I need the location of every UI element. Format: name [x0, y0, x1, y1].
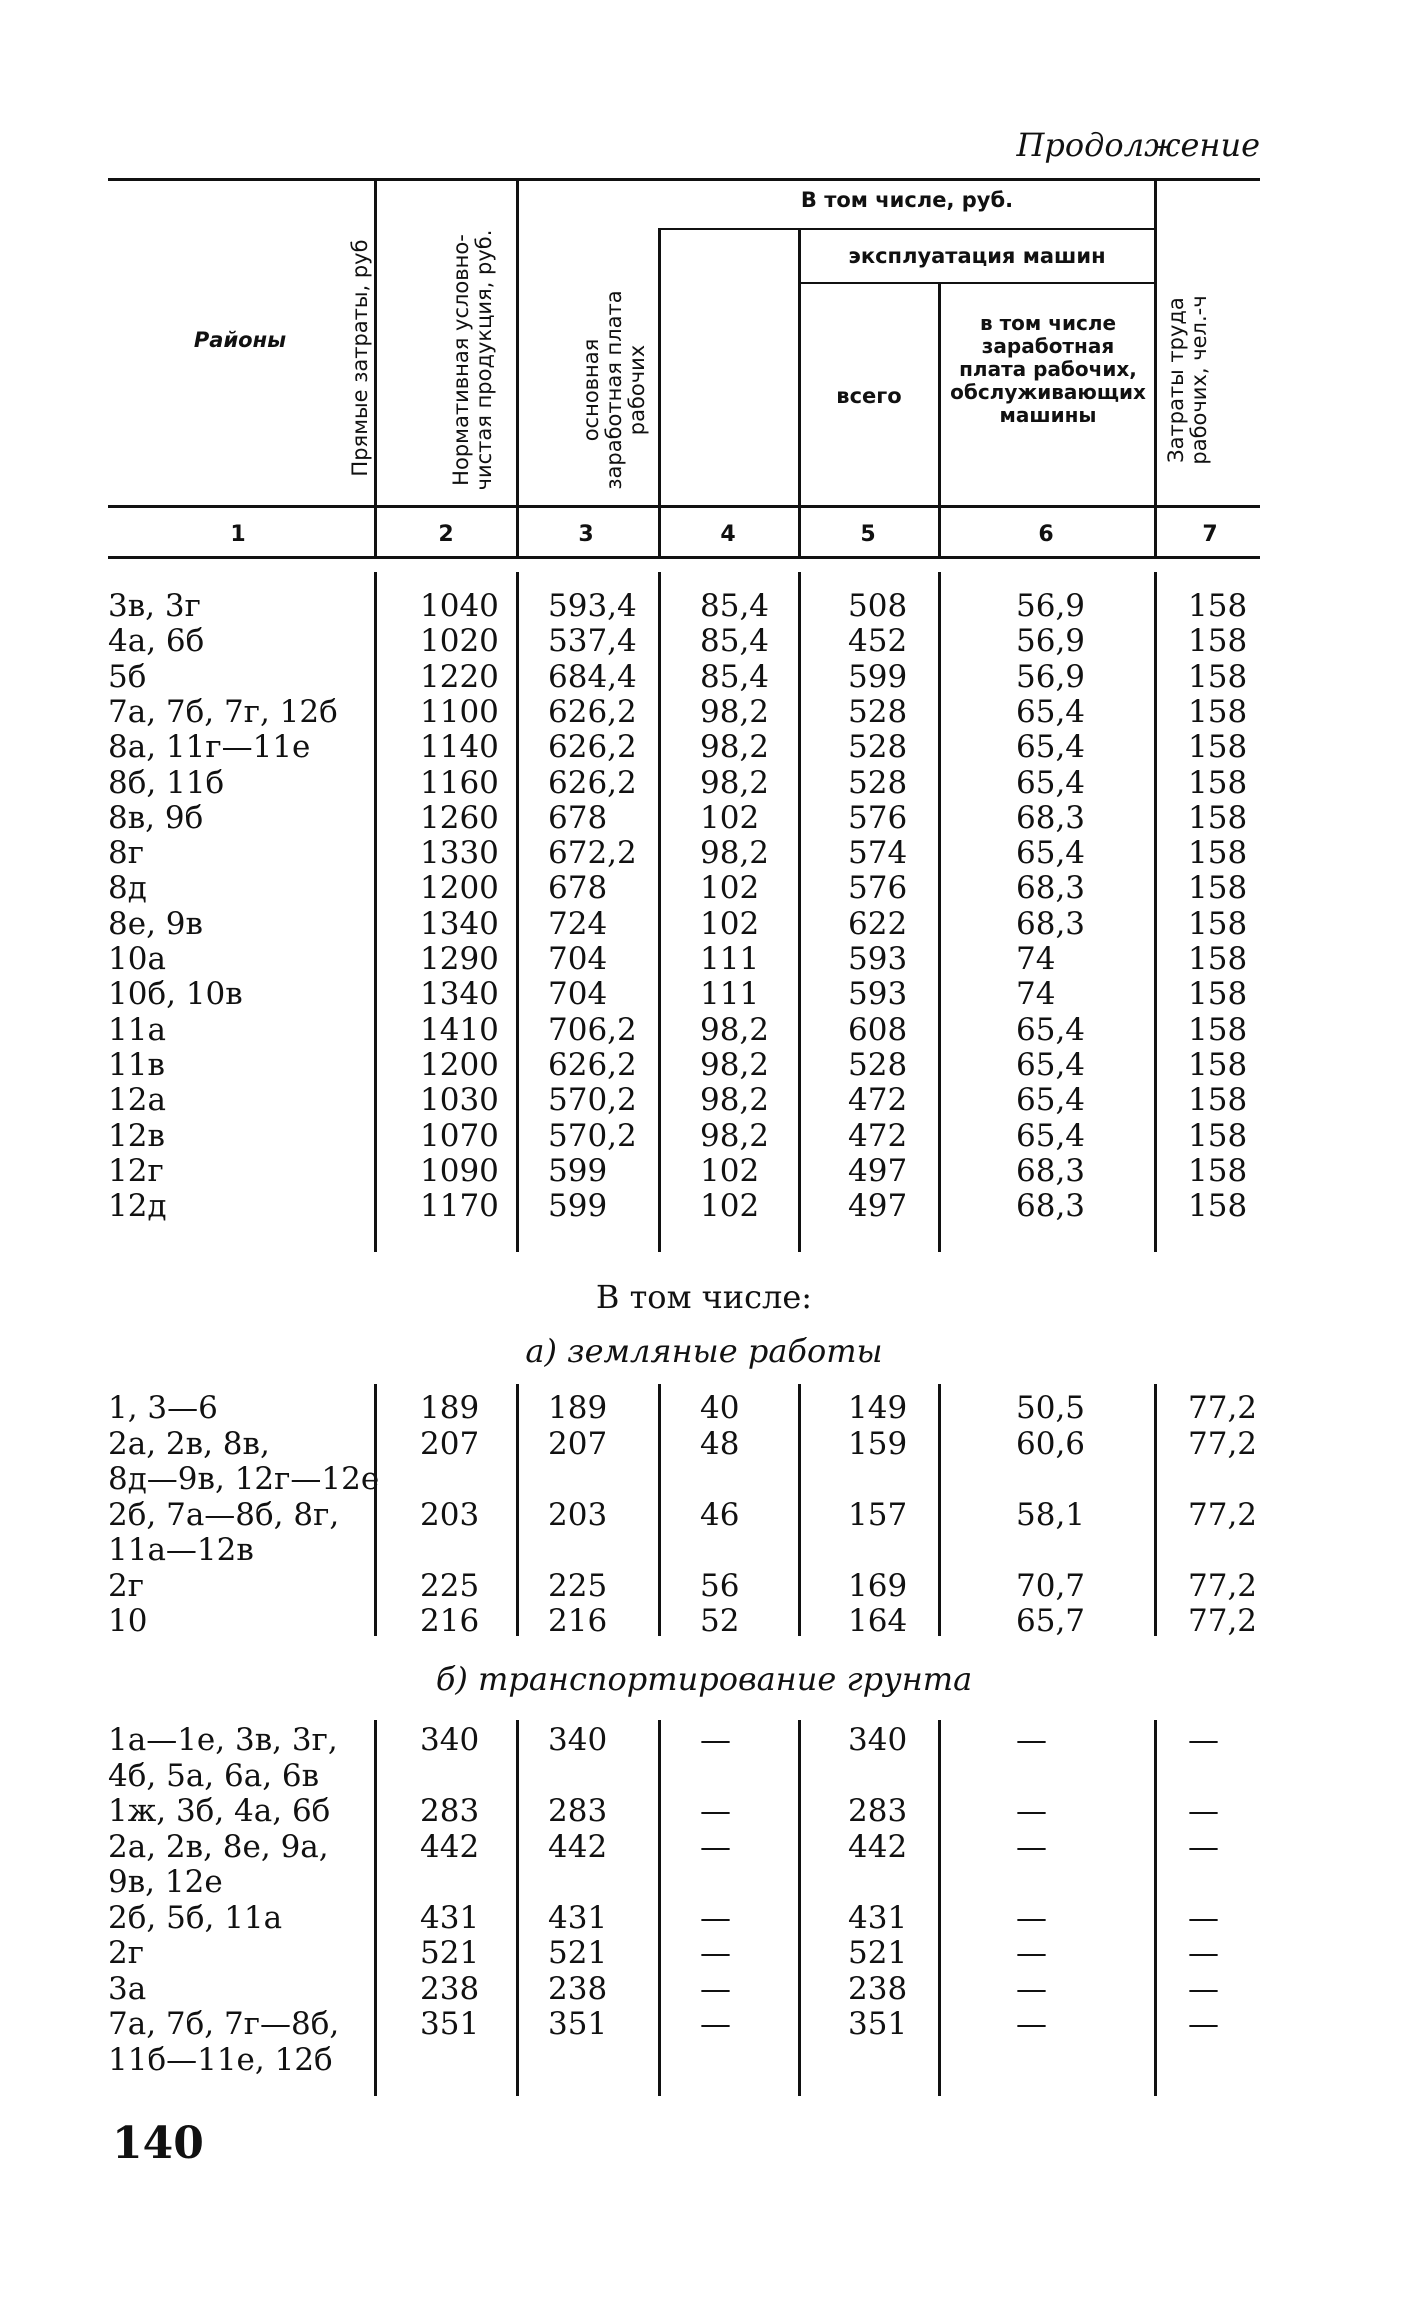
table-cell: 189 [420, 1390, 480, 1426]
row-district: 12г [108, 1152, 164, 1189]
row-district: 10б, 10в [108, 976, 243, 1013]
table-cell: 1200 [420, 870, 499, 907]
colnum-4: 4 [720, 522, 736, 547]
row-district: 8е, 9в [108, 905, 203, 942]
colnum-6: 6 [1038, 522, 1054, 547]
table-cell: 724 [548, 905, 608, 942]
table-cell: 351 [848, 2006, 908, 2042]
table-cell: 472 [848, 1082, 908, 1119]
table-cell: — [1188, 2006, 1219, 2042]
table-cell: 70,7 [1016, 1567, 1086, 1604]
table-cell: — [1188, 1722, 1219, 1758]
table-cell: 77,2 [1188, 1425, 1258, 1462]
table-row [108, 1047, 1258, 1082]
table-cell: 508 [848, 588, 908, 624]
header-col6: в том числе заработная плата рабочих, обслуживающих машины [950, 311, 1146, 427]
table-cell: 1030 [420, 1082, 499, 1119]
table-row [108, 1153, 1258, 1188]
row-district: 11в [108, 1046, 165, 1083]
table-cell: 48 [700, 1425, 740, 1462]
table-cell: 1260 [420, 799, 499, 836]
table-cell: 431 [548, 1899, 608, 1936]
table-cell: 149 [848, 1390, 908, 1426]
table-cell: 102 [700, 1188, 760, 1225]
table-cell: 528 [848, 693, 908, 730]
table-cell: 158 [1188, 835, 1248, 872]
table-cell: 56,9 [1016, 658, 1086, 695]
row-district: 11а—12в [108, 1532, 254, 1568]
table-cell: — [700, 1722, 731, 1758]
table-cell: 56 [700, 1567, 740, 1604]
group-main-rule [660, 228, 1154, 230]
table-cell: 626,2 [548, 729, 637, 766]
table-row [108, 1390, 1258, 1425]
table-cell: 216 [548, 1603, 608, 1639]
section-a-title: а) земляные работы [525, 1332, 883, 1370]
table-cell: 158 [1188, 588, 1248, 624]
row-district: 8д—9в, 12г—12е [108, 1461, 380, 1497]
header-bottom-rule [108, 505, 1260, 508]
row-district: 7а, 7б, 7г—8б, [108, 2006, 340, 2042]
table-cell: 158 [1188, 693, 1248, 730]
table-cell: 77,2 [1188, 1567, 1258, 1604]
row-district: 10а [108, 941, 166, 977]
table-cell: 1140 [420, 729, 499, 766]
row-district: 8г [108, 835, 144, 872]
table-cell: 65,4 [1016, 729, 1086, 766]
row-district: 9в, 12е [108, 1864, 223, 1900]
row-district: 1ж, 3б, 4а, 6б [108, 1793, 331, 1829]
table-cell: 442 [420, 1828, 480, 1865]
table-cell: 52 [700, 1603, 740, 1639]
table-row [108, 1971, 1258, 2006]
table-row [108, 1461, 1258, 1496]
table-cell: 216 [420, 1603, 480, 1639]
table-row [108, 870, 1258, 905]
table-cell: 1410 [420, 1011, 499, 1048]
table-row [108, 2042, 1258, 2077]
row-district: 8д [108, 870, 147, 907]
table-cell: — [1016, 1935, 1047, 1971]
table-cell: 46 [700, 1496, 740, 1533]
table-row [108, 659, 1258, 694]
table-cell: 497 [848, 1152, 908, 1189]
table-cell: 158 [1188, 1046, 1248, 1083]
row-district: 11б—11е, 12б [108, 2041, 333, 2078]
table-row [108, 1497, 1258, 1532]
table-cell: 65,4 [1016, 1046, 1086, 1083]
header-col7: Затраты труда рабочих, чел.-ч [1164, 295, 1212, 465]
table-cell: 158 [1188, 623, 1248, 660]
table-row [108, 1082, 1258, 1117]
table-cell: 40 [700, 1390, 740, 1426]
table-cell: 98,2 [700, 693, 770, 730]
table-cell: 704 [548, 976, 608, 1013]
table-cell: 98,2 [700, 1082, 770, 1119]
table-cell: 1170 [420, 1188, 499, 1225]
table-cell: 521 [848, 1935, 908, 1971]
table-cell: 158 [1188, 658, 1248, 695]
header-vline-5 [938, 282, 941, 556]
table-cell: 158 [1188, 1082, 1248, 1119]
table-cell: 74 [1016, 976, 1056, 1013]
table-cell: — [700, 1793, 731, 1829]
table-cell: 576 [848, 870, 908, 907]
row-district: 12д [108, 1188, 167, 1225]
row-district: 2б, 7а—8б, 8г, [108, 1496, 340, 1533]
table-row [108, 1722, 1258, 1757]
table-cell: 58,1 [1016, 1496, 1086, 1533]
header-col4: основная заработная плата рабочих [579, 290, 650, 490]
colnum-5: 5 [860, 522, 876, 547]
table-row [108, 1829, 1258, 1864]
row-district: 8б, 11б [108, 764, 225, 801]
row-district: 4а, 6б [108, 623, 205, 660]
table-cell: 431 [848, 1899, 908, 1936]
table-row [108, 623, 1258, 658]
table-cell: — [1188, 1935, 1219, 1971]
table-cell: 77,2 [1188, 1390, 1258, 1426]
table-cell: 570,2 [548, 1082, 637, 1119]
table-cell: — [700, 1970, 731, 2007]
page-number: 140 [112, 2118, 204, 2169]
table-cell: 704 [548, 941, 608, 977]
table-cell: 706,2 [548, 1011, 637, 1048]
table-cell: 283 [548, 1793, 608, 1829]
row-district: 12в [108, 1117, 165, 1154]
table-row [108, 1012, 1258, 1047]
table-cell: 98,2 [700, 1011, 770, 1048]
table-cell: 593 [848, 941, 908, 977]
table-cell: 1340 [420, 976, 499, 1013]
table-cell: 521 [548, 1935, 608, 1971]
table-cell: 521 [420, 1935, 480, 1971]
table-cell: 1340 [420, 905, 499, 942]
table-row [108, 800, 1258, 835]
header-group-main: В том числе, руб. [800, 188, 1014, 212]
table-cell: 65,7 [1016, 1603, 1086, 1639]
table-cell: — [1188, 1828, 1219, 1865]
table-cell: 497 [848, 1188, 908, 1225]
table-cell: 1090 [420, 1152, 499, 1189]
table-cell: 574 [848, 835, 908, 872]
table-cell: 158 [1188, 729, 1248, 766]
table-cell: — [1016, 1722, 1047, 1758]
table-cell: 65,4 [1016, 693, 1086, 730]
table-cell: — [700, 1899, 731, 1936]
table-cell: 351 [548, 2006, 608, 2042]
table-row [108, 1118, 1258, 1153]
table-cell: 158 [1188, 1011, 1248, 1048]
table-cell: — [1016, 1970, 1047, 2007]
continuation-label: Продолжение [1016, 126, 1260, 164]
table-cell: 203 [548, 1496, 608, 1533]
table-cell: 50,5 [1016, 1390, 1086, 1426]
table-cell: — [1016, 1793, 1047, 1829]
table-cell: 158 [1188, 1188, 1248, 1225]
table-cell: 74 [1016, 941, 1056, 977]
table-cell: 158 [1188, 976, 1248, 1013]
table-cell: 65,4 [1016, 1117, 1086, 1154]
table-cell: 1330 [420, 835, 499, 872]
row-district: 7а, 7б, 7г, 12б [108, 693, 338, 730]
table-cell: 207 [420, 1425, 480, 1462]
table-cell: 626,2 [548, 1046, 637, 1083]
table-cell: 528 [848, 1046, 908, 1083]
table-cell: 442 [548, 1828, 608, 1865]
header-rayony: Районы [193, 328, 287, 352]
table-row [108, 729, 1258, 764]
row-district: 2г [108, 1567, 144, 1604]
row-district: 10 [108, 1603, 148, 1639]
table-cell: 528 [848, 729, 908, 766]
table-cell: 608 [848, 1011, 908, 1048]
row-district: 8а, 11г—11е [108, 729, 311, 766]
table-cell: 60,6 [1016, 1425, 1086, 1462]
table-cell: 68,3 [1016, 799, 1086, 836]
table-cell: 68,3 [1016, 870, 1086, 907]
table-cell: 238 [548, 1970, 608, 2007]
table-cell: — [1016, 1899, 1047, 1936]
row-district: 1, 3—6 [108, 1390, 218, 1426]
table-cell: 225 [548, 1567, 608, 1604]
group-machines-rule [800, 282, 1154, 284]
colnum-3: 3 [578, 522, 594, 547]
table-cell: 1040 [420, 588, 499, 624]
colnum-1: 1 [230, 522, 246, 547]
row-district: 2г [108, 1935, 144, 1971]
table-row [108, 1532, 1258, 1567]
table-cell: 158 [1188, 764, 1248, 801]
table-row [108, 2006, 1258, 2041]
table-row [108, 1758, 1258, 1793]
table-cell: 1070 [420, 1117, 499, 1154]
row-district: 2а, 2в, 8в, [108, 1425, 270, 1462]
table-cell: 576 [848, 799, 908, 836]
table-cell: — [700, 2006, 731, 2042]
table-cell: — [1188, 1793, 1219, 1829]
table-row [108, 694, 1258, 729]
table-row [108, 941, 1258, 976]
table-cell: 158 [1188, 941, 1248, 977]
table-cell: 158 [1188, 1152, 1248, 1189]
table-cell: 68,3 [1016, 905, 1086, 942]
table-cell: 85,4 [700, 588, 770, 624]
table-row [108, 1793, 1258, 1828]
table-cell: 340 [548, 1722, 608, 1758]
table-cell: 56,9 [1016, 623, 1086, 660]
table-row [108, 1935, 1258, 1970]
table-cell: 1290 [420, 941, 499, 977]
table-cell: 238 [420, 1970, 480, 2007]
table-cell: 98,2 [700, 729, 770, 766]
header-col5: всего [836, 384, 902, 408]
table-cell: 442 [848, 1828, 908, 1865]
row-district: 3в, 3г [108, 588, 201, 624]
table-cell: 102 [700, 799, 760, 836]
table-cell: 1200 [420, 1046, 499, 1083]
table-cell: 157 [848, 1496, 908, 1533]
table-cell: 340 [848, 1722, 908, 1758]
row-district: 8в, 9б [108, 799, 204, 836]
table-cell: 225 [420, 1567, 480, 1604]
table-cell: 158 [1188, 799, 1248, 836]
header-col3: Нормативная условно-чистая продукция, руб. [449, 229, 497, 491]
colnum-7: 7 [1202, 522, 1218, 547]
table-cell: 85,4 [700, 623, 770, 660]
table-cell: 283 [848, 1793, 908, 1829]
row-district: 12а [108, 1082, 166, 1119]
table-cell: — [1188, 1899, 1219, 1936]
table-cell: 98,2 [700, 764, 770, 801]
table-row [108, 1603, 1258, 1638]
table-cell: 98,2 [700, 1117, 770, 1154]
row-district: 5б [108, 658, 147, 695]
table-row [108, 588, 1258, 623]
table-cell: 1020 [420, 623, 499, 660]
table-cell: 98,2 [700, 1046, 770, 1083]
table-cell: 599 [548, 1152, 608, 1189]
table-cell: 158 [1188, 1117, 1248, 1154]
numbers-bottom-rule [108, 556, 1260, 559]
row-district: 3а [108, 1970, 147, 2007]
table-cell: 189 [548, 1390, 608, 1426]
header-vline-6 [1154, 180, 1157, 556]
table-cell: 283 [420, 1793, 480, 1829]
table-cell: 207 [548, 1425, 608, 1462]
table-row [108, 906, 1258, 941]
table-cell: 98,2 [700, 835, 770, 872]
table-cell: 452 [848, 623, 908, 660]
table-cell: 1220 [420, 658, 499, 695]
table-cell: 1160 [420, 764, 499, 801]
table-cell: 164 [848, 1603, 908, 1639]
table-cell: 672,2 [548, 835, 637, 872]
table-cell: 626,2 [548, 764, 637, 801]
table-cell: 593,4 [548, 588, 637, 624]
table-cell: 65,4 [1016, 764, 1086, 801]
table-cell: 65,4 [1016, 1011, 1086, 1048]
table-cell: 56,9 [1016, 588, 1086, 624]
table-cell: — [700, 1935, 731, 1971]
table-cell: — [700, 1828, 731, 1865]
table-row [108, 1864, 1258, 1899]
table-cell: 102 [700, 1152, 760, 1189]
table-cell: 77,2 [1188, 1496, 1258, 1533]
table-cell: 111 [700, 941, 760, 977]
row-district: 11а [108, 1011, 166, 1048]
table-cell: 65,4 [1016, 1082, 1086, 1119]
header-top-rule [108, 178, 1260, 181]
table-cell: 684,4 [548, 658, 637, 695]
section-intro: В том числе: [595, 1278, 813, 1316]
header-group-machines: эксплуатация машин [848, 244, 1106, 268]
table-cell: 537,4 [548, 623, 637, 660]
table-row [108, 976, 1258, 1011]
table-cell: 158 [1188, 905, 1248, 942]
section-b-title: б) транспортирование грунта [435, 1660, 973, 1698]
table-cell: — [1188, 1970, 1219, 2007]
row-district: 1а—1е, 3в, 3г, [108, 1722, 338, 1758]
table-cell: 678 [548, 799, 608, 836]
table-cell: 593 [848, 976, 908, 1013]
table-cell: — [1016, 2006, 1047, 2042]
table-cell: 238 [848, 1970, 908, 2007]
table-row [108, 765, 1258, 800]
table-cell: 102 [700, 870, 760, 907]
table-cell: 77,2 [1188, 1603, 1258, 1639]
table-cell: 68,3 [1016, 1188, 1086, 1225]
table-row [108, 1188, 1258, 1223]
table-cell: 85,4 [700, 658, 770, 695]
table-cell: 1100 [420, 693, 499, 730]
table-cell: 159 [848, 1425, 908, 1462]
table-row [108, 1426, 1258, 1461]
colnum-2: 2 [438, 522, 454, 547]
row-district: 2б, 5б, 11а [108, 1899, 283, 1936]
table-cell: 622 [848, 905, 908, 942]
table-row [108, 1568, 1258, 1603]
table-cell: 65,4 [1016, 835, 1086, 872]
row-district: 2а, 2в, 8е, 9а, [108, 1828, 329, 1865]
table-cell: 68,3 [1016, 1152, 1086, 1189]
table-row [108, 835, 1258, 870]
header-col2: Прямые затраты, руб [348, 239, 372, 477]
table-cell: — [1016, 1828, 1047, 1865]
table-cell: 599 [548, 1188, 608, 1225]
table-cell: 678 [548, 870, 608, 907]
table-cell: 111 [700, 976, 760, 1013]
table-cell: 431 [420, 1899, 480, 1936]
table-cell: 102 [700, 905, 760, 942]
table-cell: 351 [420, 2006, 480, 2042]
table-cell: 203 [420, 1496, 480, 1533]
table-cell: 169 [848, 1567, 908, 1604]
table-row [108, 1900, 1258, 1935]
table-cell: 626,2 [548, 693, 637, 730]
row-district: 4б, 5а, 6а, 6в [108, 1757, 320, 1794]
table-cell: 570,2 [548, 1117, 637, 1154]
table-cell: 472 [848, 1117, 908, 1154]
table-cell: 528 [848, 764, 908, 801]
table-cell: 158 [1188, 870, 1248, 907]
table-cell: 340 [420, 1722, 480, 1758]
table-cell: 599 [848, 658, 908, 695]
